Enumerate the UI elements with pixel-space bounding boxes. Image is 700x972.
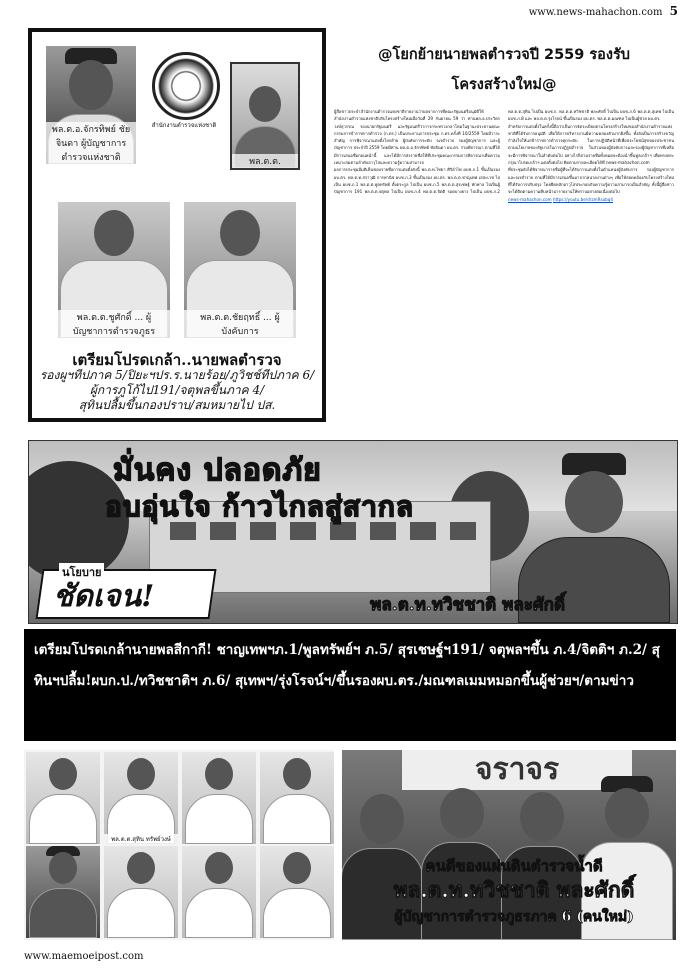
article-paragraph: ที่ประชุมยังได้พิจารณารายชื่อผู้ที่จะได้รับการแต่งตั้งในตำแหน่งผู้บังคับการ รองผู้บัญชาการ และจเรตำรวจ ตามที่ได้มีการเสนอขึ้นมาจากหน่วยงานต่างๆ เพื่อให้สอดคล้องกับโครงสร้างใหม่ที่ได้รับการปรับปรุง โดยยึดหลักอาวุโสประกอบกับความรู้ความสามารถเป็นสำคัญ ทั้งนี้ผู้สื่อข่าวจะได้ติดตามความคืบหน้ามารายงานให้ทราบอย่างต่อเนื่องต่อไป [508,167,674,195]
header-site-url: www.news-mahachon.com [528,7,663,18]
article-body [334,108,674,408]
top-block-headline: เตรียมโปรดเกล้า..นายพลตำรวจ [72,351,282,369]
emblem-caption: สำนักงานตำรวจแห่งชาติ [151,122,217,129]
top-block-line: ผู้การภูโก้ไป191/จตุพลขึ้นภาค 4/ [89,383,265,397]
photo-officer-left [58,202,170,338]
photo-caption: พล.ต.ต. [232,154,298,168]
policy-label: นโยบาย [59,563,104,581]
group-caption: พล.ต.ท.ทวิชชาติ พละศักดิ์ [393,877,635,902]
photo-caption: พล.ต.ต.ชูศักดิ์ ... ผู้บัญชาการตำรวจภูธร [58,310,170,338]
article-paragraph: ผลการประชุมมีมติเห็นชอบรายชื่อการแต่งตั้งดังนี้ พล.ต.ท.ไชยา ศิริอำไพ ผบช.ภ.1 ขึ้นเป็นรอง ผบ.ตร. พล.ต.ท.สราวุฒิ การพานิช ผบช.ภ.3 ขึ้นเป็นรอง ผบ.ตร. พล.ต.ต.ชาญเทพ เสสะเวช ไปเป็น ผบช.ภ.1 พล.ต.ต.พูลทรัพย์ ตั้งตระกูล ไปเป็น ผบช.ภ.5 พล.ต.ต.สุรเชษฐ์ หักพาล ไปเป็นผู้บัญชาการ 191 พล.ต.ต.จตุพล ไปเป็น ผบช.ภ.4 พล.ต.ต.จิตติ รอดบางยาง ไปเป็น ผบช.ภ.2 พล.ต.ต.สุทิน ไปเป็น ผบช.ก. พล.ต.ต.ทวิชชาติ พละศักดิ์ ไปเป็น ผบช.ภ.6 พล.ต.ต.สุเทพ ไปเป็น ผบช.ภ.8 และ พล.ต.ต.รุ่งโรจน์ ขึ้นเป็นรอง ผบ.ตร. พล.ต.ต.มณฑล ไปเป็นผู้ช่วย ผบ.ตร. [334,109,674,195]
youtube-link[interactable]: https://youtu.be/drzmRsubq4 [552,196,613,202]
banner [28,440,678,624]
article-headline-line: @โยกย้ายนายพลตำรวจปี 2559 รองรับ [378,47,630,63]
grid-caption: พล.ต.ต.สุทิน ทรัพย์วงษ์ [104,834,178,844]
article-headline [334,40,674,100]
photo-caption: พล.ต.ต.ชัยฤทธิ์ ... ผู้บังคับการ [184,310,296,338]
group-photo [342,750,676,940]
grid-photo [26,752,100,844]
grid-photo [104,846,178,938]
banner-officer-name: พล.ต.ท.ทวิชชาติ พละศักดิ์ [370,595,565,615]
article-headline-line: โครงสร้างใหม่@ [451,77,557,93]
grid-photo [182,846,256,938]
article-paragraph: สำหรับการแต่งตั้งในครั้งนี้ถือว่าเป็นการจัดระเบียบตามโครงสร้างใหม่ของสำนักงานตำรวจแห่งชาติที่ได้รับการอนุมัติ เพื่อให้การบริหารงานมีความคล่องตัวมากยิ่งขึ้น ทั้งยังเป็นการสร้างขวัญกำลังใจให้แก่ข้าราชการตำรวจทุกระดับ ในการปฏิบัติหน้าที่เพื่อประโยชน์สุขของประชาชน ตามนโยบายของรัฐบาลในการปฏิรูปตำรวจ ในส่วนของผู้บังคับการและรองผู้บัญชาการที่เหลือจะมีการพิจารณาในลำดับต่อไป อย่างไรก็ตามรายชื่อทั้งหมดจะต้องนำขึ้นทูลเกล้าฯ เพื่อทรงพระกรุณาโปรดเกล้าฯ แต่งตั้งต่อไป ติดตามรายละเอียดได้ที่ news-mahachon.com [508,123,674,166]
photo-officer-portrait [230,62,300,170]
top-block-line: สุทินปลื้มขึ้นกองปราบ/สมหมายไป ปส. [78,398,276,412]
photo-caption: พล.ต.อ.จักรทิพย์ ชัยจินดา ผู้บัญชาการตำรวจแห่งชาติ [46,122,136,164]
policy-slogan: ชัดเจน! [53,579,155,614]
top-photo-frame [28,28,326,422]
officer-photo-grid [24,750,334,940]
page-number: 5 [669,4,678,18]
group-caption: คนดีของแผ่นดินตำรวจน้ำดี [425,857,603,875]
grid-photo [260,846,334,938]
banner-slogan: อบอุ่นใจ ก้าวไกลสู่สากล [105,490,414,523]
grid-photo [260,752,334,844]
header-site [529,4,678,18]
police-emblem-icon [152,52,220,120]
black-headline: เตรียมโปรดเกล้านายพลสีกากี! ชาญเทพฯภ.1/พูลทรัพย์ฯ ภ.5/ สุรเชษฐ์ฯ191/ จตุพลฯขึ้น ภ.4/จิตติฯ ภ.2/ สุทินฯปลื้ม!ผบก.ป./ทวิชชาติฯ ภ.6/ สุเทพฯ/รุ่งโรจน์ฯ/ขึ้นรองผบ.ตร./มณฑลเมมหมอกขึ้นผู้ช่วยฯ/ตามข่าว [24,629,676,741]
group-sign: จราจร [402,750,632,790]
group-caption: ผู้บัญชาการตำรวจภูธรภาค 6 (คนใหม่) [394,909,634,925]
photo-officer-right [184,202,296,338]
banner-slogan: มั่นคง ปลอดภัย [113,453,322,488]
footer-site: www.maemoeipost.com [24,951,144,962]
grid-photo [182,752,256,844]
grid-photo [104,752,178,844]
grid-photo [26,846,100,938]
top-block-line: รองผูฯทีปภาค 5/ปิยะฯปร.ร.นายร้อย/ภูวิชช์ทีปภาค 6/ [39,368,315,382]
photo-commissioner [46,46,136,164]
article-link[interactable]: news-mahachon.com [508,196,552,202]
article-paragraph: ผู้สื่อข่าวประจำสำนักงานตำรวจแห่งชาติรายงานว่าผลจากการที่คณะรัฐมนตรีอนุมัติให้สำนักงานตำรวจแห่งชาติปรับโครงสร้างใหม่เมื่อวันที่ 29 กันยายน 59 ว่า ท่านพล.อ.ประวิตร วงษ์สุวรรณ รองนายกรัฐมนตรี และรัฐมนตรีว่าการกระทรวงกลาโหมในฐานะประธานคณะกรรมการข้าราชการตำรวจ (ก.ตร.) เป็นประธานการประชุม ก.ตร.ครั้งที่ 10/2559 โดยมีวาระสำคัญ การพิจารณาแต่งตั้งโยกย้าย ผู้บังคับการระดับ จเรตำรวจ รองผู้บัญชาการ และผู้บัญชาการ ประจำปี 2559 โดยมีท่าน พล.ต.อ.จักรทิพย์ ชัยจินดา ผบ.ตร. ร่วมพิจารณา ตามที่ได้มีการเสนอชื่อก่อนหน้านี้ และได้มีการส่งรายชื่อให้ที่ประชุมคณะกรรมการพิจารณาเพื่อความเหมาะสมตามลำดับอาวุโสและความรู้ความสามารถ [334,109,500,166]
